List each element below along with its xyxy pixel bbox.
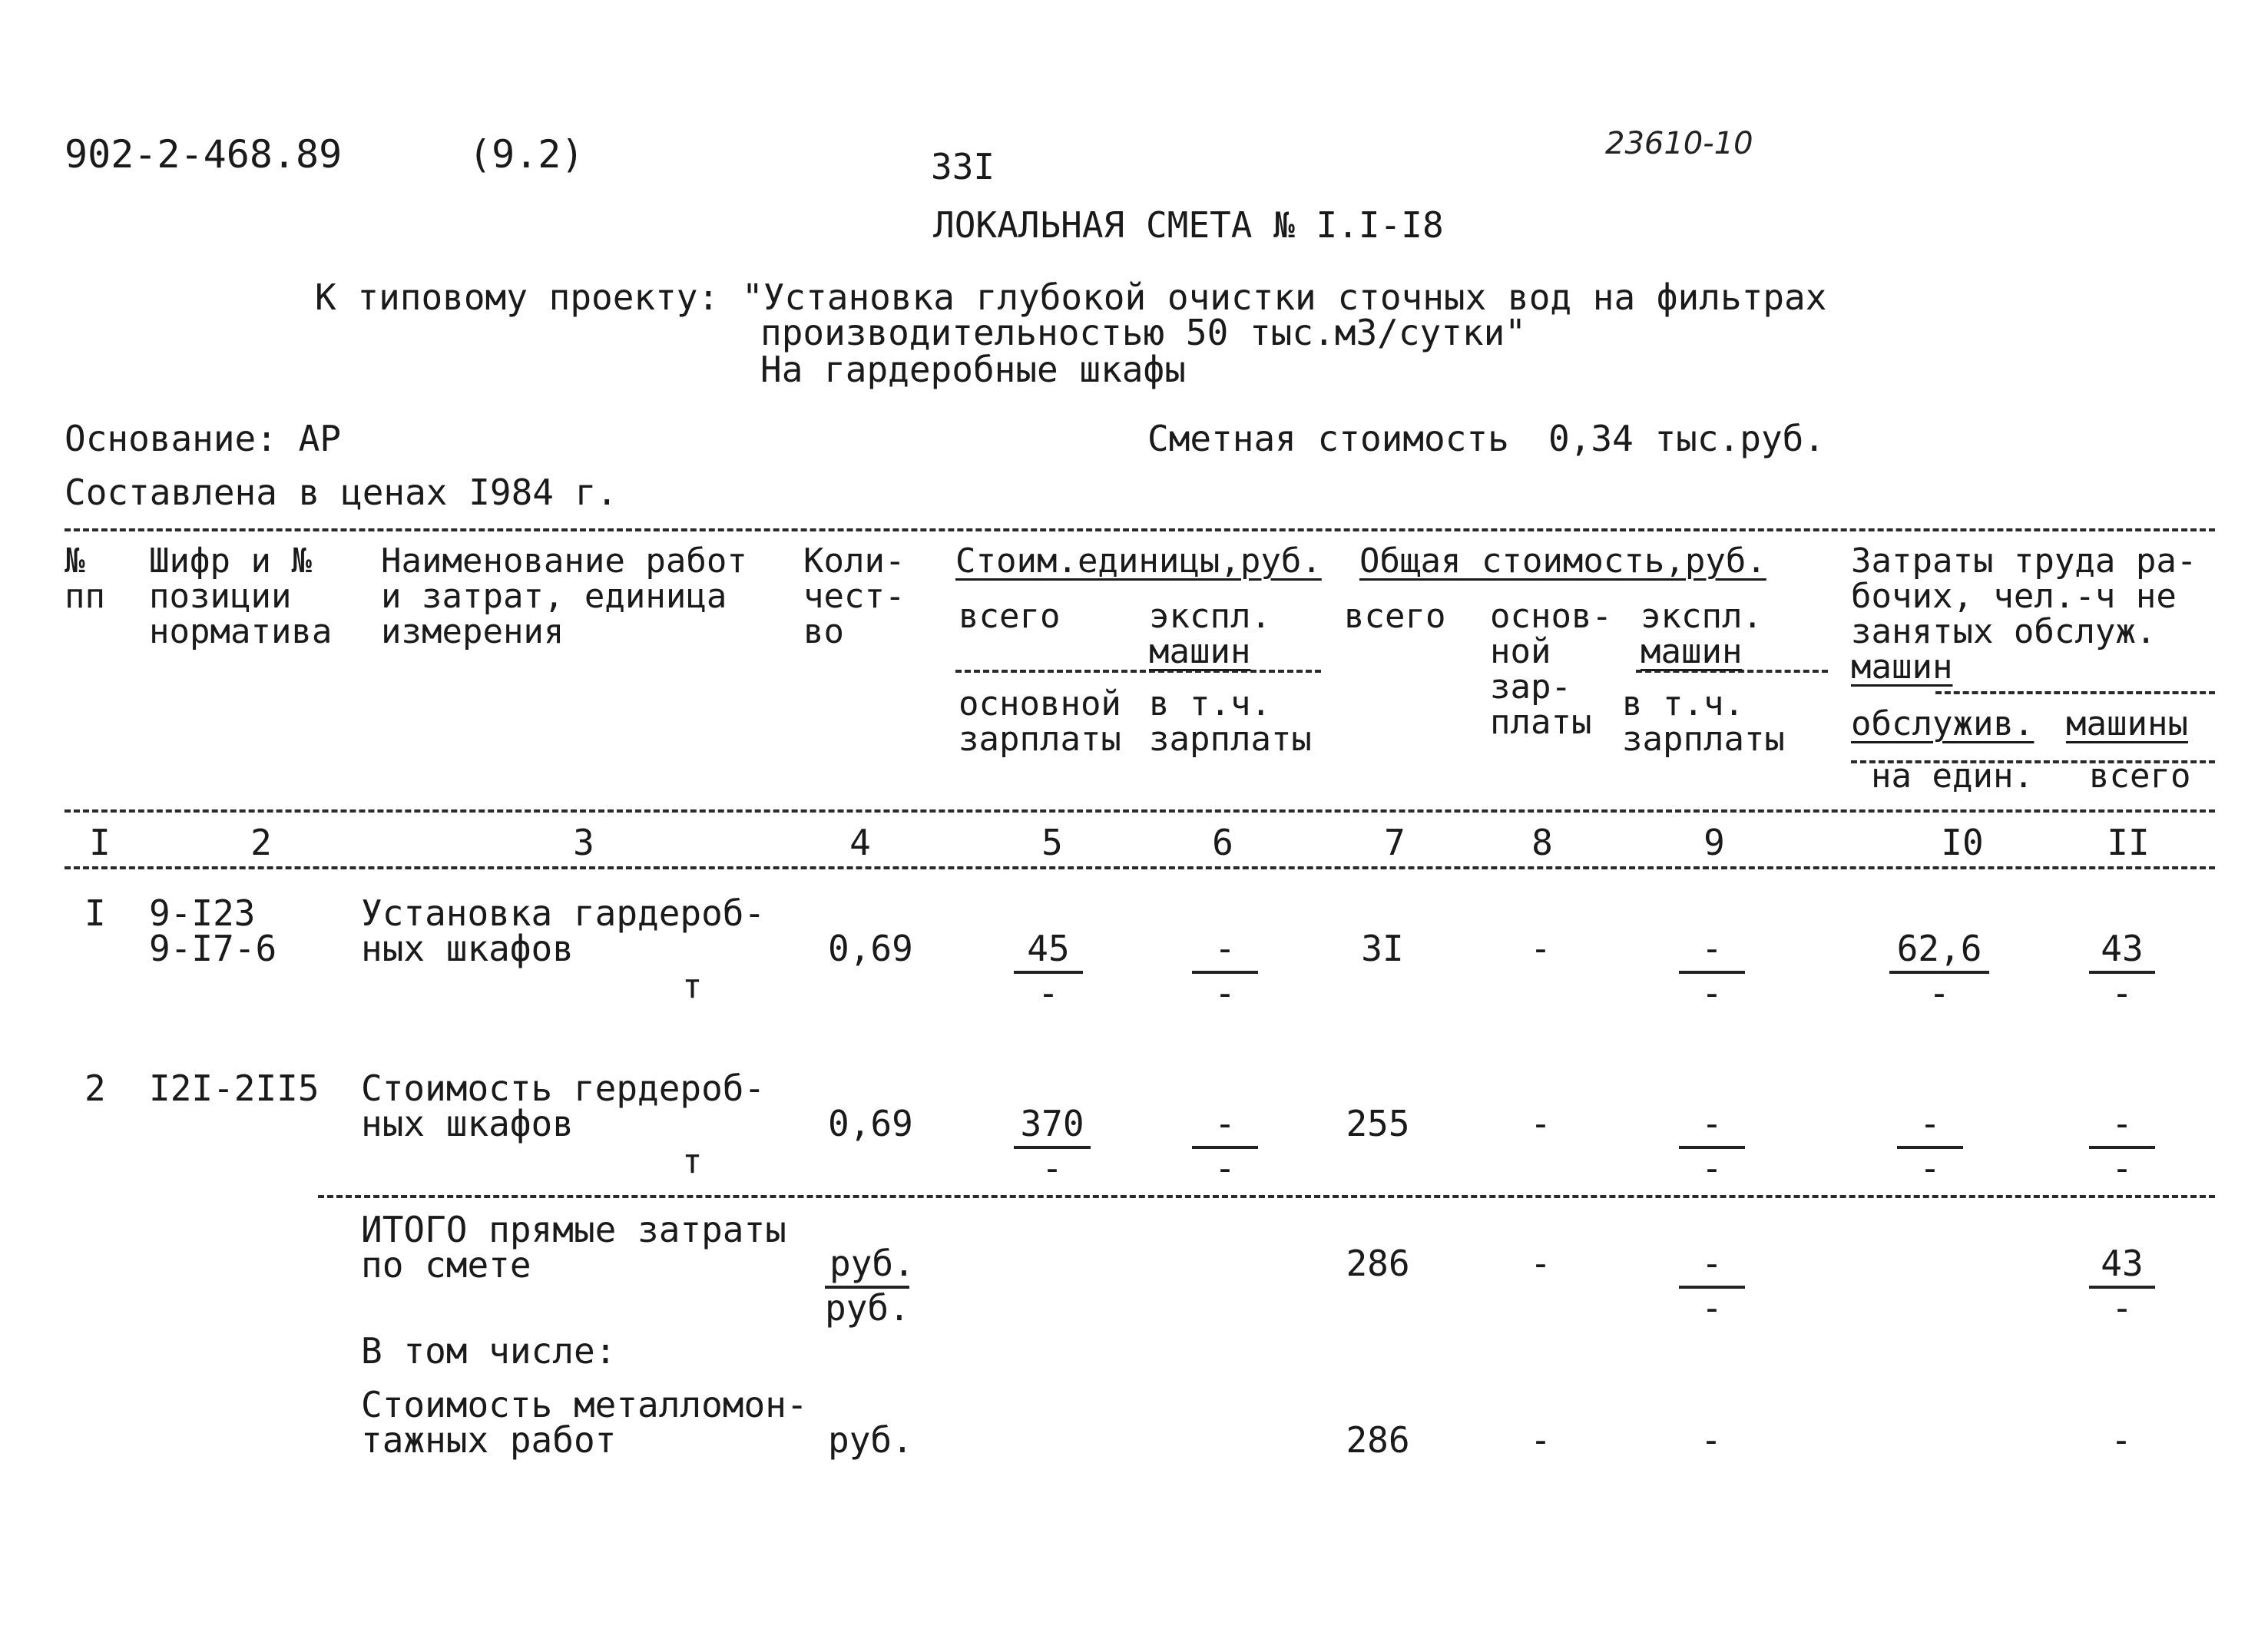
- row-unit: т: [682, 1142, 703, 1181]
- row-name: Стоимость гердероб- ных шкафов: [361, 1068, 766, 1144]
- row-labor-total: 43 -: [2089, 931, 2155, 1011]
- basis-label: Основание: АР: [65, 418, 342, 459]
- sub-labor: -: [2111, 1419, 2132, 1461]
- document-title: ЛОКАЛЬНАЯ СМЕТА № I.I-I8: [933, 204, 1444, 246]
- column-number-3: 3: [573, 822, 594, 863]
- row-quantity: 0,69: [828, 928, 913, 969]
- unit-cost-inner-rule: [955, 670, 1321, 673]
- row-number: I: [84, 892, 106, 934]
- sub-name: Стоимость металломон- тажных работ: [361, 1384, 808, 1461]
- row-labor-per-unit: 62,6 -: [1889, 931, 1989, 1011]
- row-total-cost: 3I: [1361, 928, 1404, 969]
- total-cost: 286: [1346, 1243, 1410, 1284]
- labor-inner-rule: [1935, 691, 2215, 694]
- header-serviced-label: обслужив.: [1851, 704, 2035, 743]
- total-unit: руб. руб.: [825, 1243, 915, 1329]
- header-unit-cost-group: Стоим.единицы,руб.: [955, 541, 1322, 581]
- row-unit: т: [682, 967, 703, 1006]
- row-labor-total: - -: [2089, 1106, 2155, 1186]
- header-col-9b: в т.ч. зарплаты: [1622, 684, 1785, 759]
- header-machines-label: машины: [2066, 704, 2188, 743]
- row-name: Установка гардероб- ных шкафов: [361, 892, 766, 969]
- column-number-10: I0: [1941, 822, 1984, 863]
- row-unit-cost-total: 45 -: [1014, 931, 1083, 1011]
- total-rule: [318, 1195, 2215, 1198]
- row-base-salary: -: [1530, 928, 1551, 969]
- column-number-8: 8: [1531, 822, 1553, 863]
- header-col-1: № пп: [65, 541, 105, 616]
- row-code: 9-I23 9-I7-6: [149, 892, 277, 969]
- header-col-2: Шифр и № позиции норматива: [149, 541, 333, 651]
- row-unit-cost-machines: - -: [1192, 1106, 1258, 1186]
- doc-code: 902-2-468.89: [65, 132, 343, 177]
- table-top-rule: [65, 528, 2215, 531]
- column-number-4: 4: [849, 822, 871, 863]
- column-number-11: II: [2107, 822, 2150, 863]
- column-number-7: 7: [1384, 822, 1405, 863]
- header-col-5: всего: [959, 597, 1061, 636]
- column-number-2: 2: [250, 822, 272, 863]
- estimated-cost-value: 0,34 тыс.руб.: [1548, 418, 1826, 459]
- row-quantity: 0,69: [828, 1103, 913, 1144]
- header-col-10: на един.: [1871, 756, 2034, 796]
- page-number: 33I: [931, 146, 995, 187]
- section-number: (9.2): [468, 132, 584, 177]
- project-label: К типовому проекту:: [315, 276, 720, 318]
- project-line-1: "Установка глубокой очистки сточных вод на фильтрах: [742, 276, 1827, 318]
- total-labor: 43 -: [2089, 1246, 2155, 1326]
- column-numbers-rule: [65, 866, 2215, 869]
- sub-machines: -: [1700, 1419, 1722, 1461]
- column-number-5: 5: [1041, 822, 1063, 863]
- header-col-5b: основной зарплаты: [959, 684, 1121, 759]
- header-bottom-rule: [65, 809, 2215, 813]
- row-total-cost: 255: [1346, 1103, 1410, 1144]
- header-col-4: Коли- чест- во: [803, 541, 906, 651]
- column-number-9: 9: [1703, 822, 1725, 863]
- row-code: I2I-2II5: [149, 1068, 320, 1109]
- total-machines: - -: [1679, 1246, 1745, 1326]
- prices-year: Составлена в ценах I984 г.: [65, 472, 618, 513]
- row-labor-per-unit: - -: [1897, 1106, 1963, 1186]
- total-name: ИТОГО прямые затраты по смете: [361, 1209, 786, 1286]
- project-line-2: производительностью 50 тыс.м3/сутки": [760, 312, 1526, 353]
- row-unit-cost-machines: - -: [1192, 931, 1258, 1011]
- header-col-8: основ- ной зар- платы: [1490, 597, 1612, 742]
- total-base-salary: -: [1530, 1243, 1551, 1284]
- including-label: В том числе:: [361, 1330, 617, 1372]
- row-total-machines: - -: [1679, 1106, 1745, 1186]
- row-number: 2: [84, 1068, 106, 1109]
- row-total-machines: - -: [1679, 931, 1745, 1011]
- header-col-3: Наименование работ и затрат, единица измерения: [381, 541, 747, 651]
- sub-base-salary: -: [1530, 1419, 1551, 1461]
- header-labor-group: Затраты труда ра- бочих, чел.-ч не занятых обслуж. машин: [1851, 541, 2197, 687]
- header-col-7: всего: [1344, 597, 1446, 636]
- column-number-6: 6: [1212, 822, 1233, 863]
- row-unit-cost-total: 370 -: [1014, 1106, 1091, 1186]
- column-number-1: I: [89, 822, 111, 863]
- header-col-11: всего: [2089, 756, 2191, 796]
- header-col-9: экспл. машин: [1641, 597, 1763, 671]
- project-line-3: На гардеробные шкафы: [760, 349, 1186, 390]
- sub-cost: 286: [1346, 1419, 1410, 1461]
- handwritten-number: 23610-10: [1605, 126, 1753, 161]
- estimated-cost-label: Сметная стоимость: [1147, 418, 1509, 459]
- sub-unit: руб.: [828, 1419, 913, 1461]
- header-col-6: экспл. машин: [1149, 597, 1271, 671]
- header-col-6b: в т.ч. зарплаты: [1149, 684, 1312, 759]
- header-total-cost-group: Общая стоимость,руб.: [1359, 541, 1766, 581]
- row-base-salary: -: [1530, 1103, 1551, 1144]
